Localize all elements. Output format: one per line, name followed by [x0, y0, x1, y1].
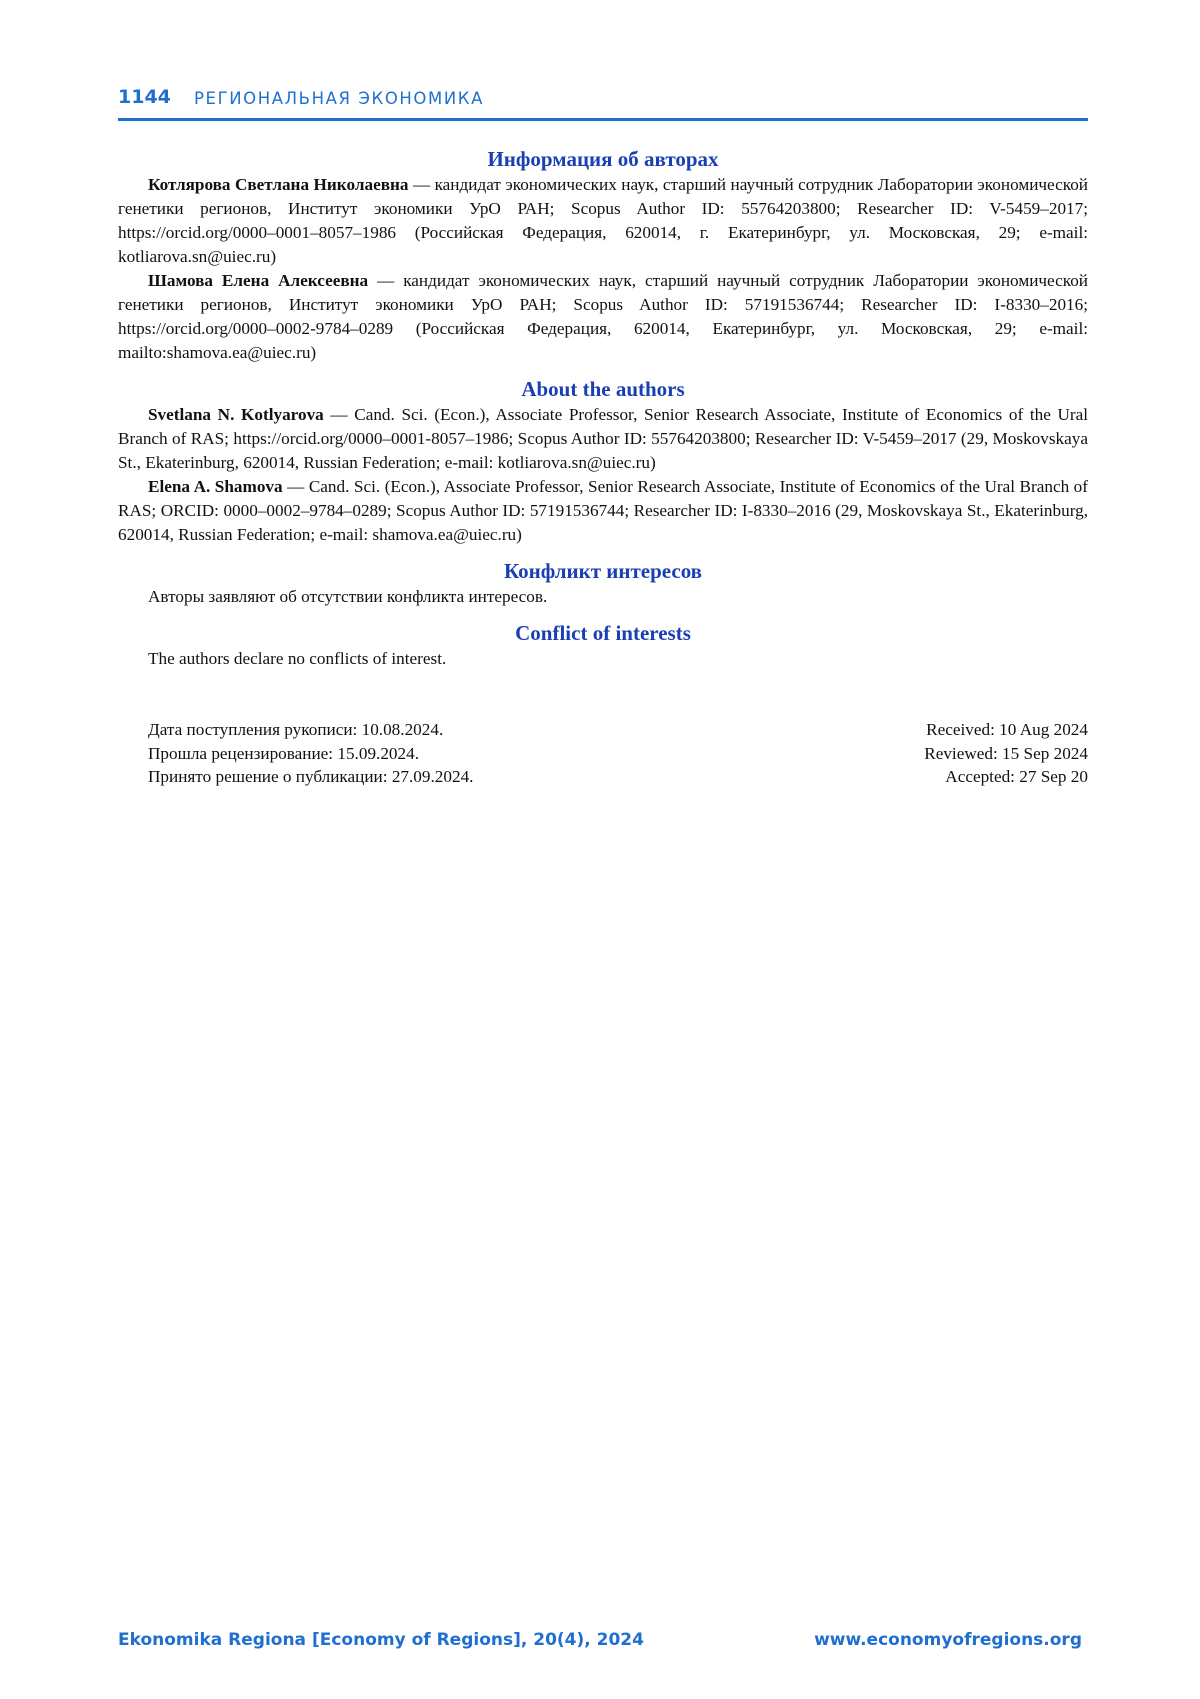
author-en-shamova — [118, 475, 1088, 547]
dates-en — [924, 718, 1088, 789]
author-name: Шамова Елена Алексеевна — [148, 271, 369, 290]
author-name: Elena A. Shamova — [148, 477, 283, 496]
journal-section-title: РЕГИОНАЛЬНАЯ ЭКОНОМИКА — [194, 89, 484, 108]
author-details: — кандидат экономических наук, старший научный сотрудник Лаборатории экономической генетики регионов, Институт экономики УрО РАН; Scopus Author ID: 55764203800; Researcher ID: V-5459–2017; https://orcid.org/0000–0001–8057–1986 (Российская Федерация, 620014, г. Екатеринбург, ул. Московская, 29; e-mail: kotliarova.sn@uiec.ru) — [118, 175, 1089, 266]
main-content — [118, 145, 1088, 671]
website-link[interactable]: www.economyofregions.org — [814, 1630, 1082, 1650]
date-received-en: Received: 10 Aug 2024 — [926, 720, 1088, 739]
author-ru-shamova — [118, 269, 1088, 365]
date-received-ru: Дата поступления рукописи: 10.08.2024. — [148, 720, 444, 739]
date-accepted-en: Accepted: 27 Sep 20 — [945, 767, 1088, 786]
author-en-kotlyarova — [118, 403, 1088, 475]
author-ru-kotlyarova — [118, 173, 1088, 269]
date-accepted-ru: Принято решение о публикации: 27.09.2024. — [148, 767, 474, 786]
authors-en-heading: About the authors — [521, 377, 685, 401]
running-header — [118, 86, 1088, 121]
conflict-ru-heading: Конфликт интересов — [503, 559, 703, 583]
author-name: Котлярова Светлана Николаевна — [148, 175, 409, 194]
date-reviewed-ru: Прошла рецензирование: 15.09.2024. — [148, 743, 420, 763]
conflict-en-text: The authors declare no conflicts of interest. — [148, 649, 447, 668]
conflict-ru-text: Авторы заявляют об отсутствии конфликта интересов. — [148, 587, 548, 606]
date-reviewed-en: Reviewed: 15 Sep 2024 — [924, 743, 1088, 763]
conflict-en-heading: Conflict of interests — [515, 621, 691, 645]
author-details: — кандидат экономических наук, старший научный сотрудник Лаборатории экономической генетики регионов, Институт экономики УрО РАН; Scopus Author ID: 57191536744; Researcher ID: I-8330–2016; https://orcid.org/0000–0002-9784–0289 (Российская Федерация, 620014, Екатеринбург, ул. Московская, 29; e-mail: mailto:shamova.ea@uiec.ru) — [118, 271, 1088, 362]
page-number: 1144 — [118, 86, 171, 108]
dates-ru — [148, 718, 473, 789]
journal-citation: Ekonomika Regiona [Economy of Regions], 20(4), 2024 — [118, 1630, 644, 1650]
authors-ru-heading: Информация об авторах — [487, 147, 719, 171]
author-name: Svetlana N. Kotlyarova — [148, 405, 324, 424]
author-details: — Cand. Sci. (Econ.), Associate Professor, Senior Research Associate, Institute of Economics of the Ural Branch of RAS; ORCID: 0000–0002–9784–0289; Scopus Author ID: 57191536744; Researcher ID: I-8330–2016 (29, Moskovskaya St., Ekaterinburg, 620014, Russian Federation; e-mail: shamova.ea@uiec.ru) — [118, 477, 1088, 544]
author-details: — Cand. Sci. (Econ.), Associate Professor, Senior Research Associate, Institute of Economics of the Ural Branch of RAS; https://orcid.org/0000–0001-8057–1986; Scopus Author ID: 55764203800; Researcher ID: V-5459–2017 (29, Moskovskaya St., Ekaterinburg, 620014, Russian Federation; e-mail: kotliarova.sn@uiec.ru) — [118, 405, 1088, 472]
